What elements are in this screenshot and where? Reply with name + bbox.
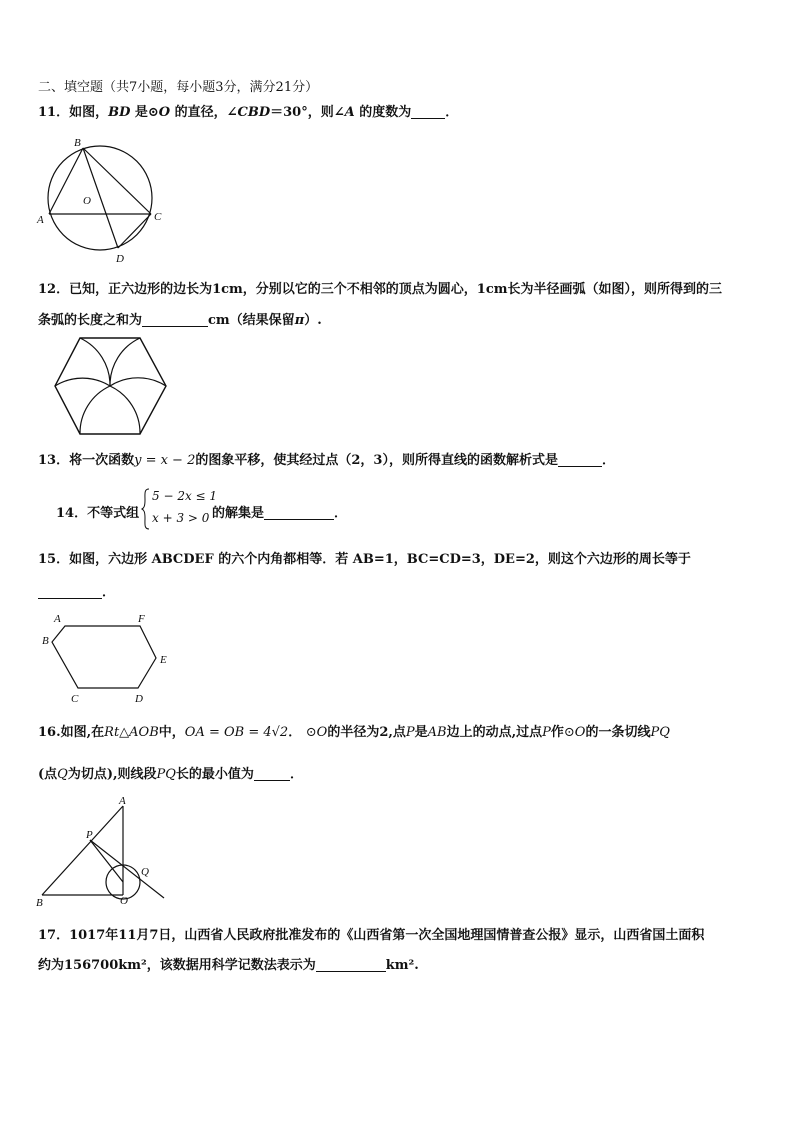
label-D: D [116,253,124,265]
figure-11-circle [36,132,176,267]
answer-blank [316,958,386,972]
question-11: 11．如图，BD 是⊙O 的直径，∠CBD＝30°，则∠A 的度数为 ． [38,105,459,120]
label-A: A [119,795,126,807]
inequality-1: 5 − 2x ≤ 1 [152,489,218,503]
question-15-line2: ． [38,584,115,602]
question-16-line1: 16.如图,在Rt△AOB中，OA = OB = 4√2． ⊙O的半径为2,点P是AB边上的动点,过点P作⊙O的一条切线PQ [38,725,670,740]
question-13: 13．将一次函数y = x − 2的图象平移，使其经过点（2，3），则所得直线的函数解析式是 ． [38,453,615,468]
question-17-line1: 17．1017年11月7日，山西省人民政府批准发布的《山西省第一次全国地理国情普查公报》显示，山西省国土面积 [38,928,705,943]
answer-blank [142,313,208,327]
figure-12-hexagon [50,334,180,444]
question-12-line2: 条弧的长度之和为 cm（结果保留π）. [38,313,322,328]
question-17-line2: 约为156700km²，该数据用科学记数法表示为 km². [38,958,419,973]
label-B: B [36,897,43,909]
question-14: 14．不等式组 [56,506,140,521]
label-F: F [138,613,145,625]
label-A: A [37,214,44,226]
label-P: P [86,829,93,841]
answer-blank [254,767,290,781]
figure-15-hexagon [40,612,180,707]
figure-16-triangle [36,792,176,912]
label-A: A [54,613,61,625]
label-O: O [83,195,91,207]
label-Q: Q [141,866,149,878]
answer-blank [264,506,334,520]
label-B: B [74,137,81,149]
section-heading: 二、填空题（共7小题，每小题3分，满分21分） [38,80,319,95]
label-O: O [120,895,128,907]
question-12-line1: 12．已知，正六边形的边长为1cm，分别以它的三个不相邻的顶点为圆心，1cm长为半径画弧（如图），则所得到的三 [38,282,723,297]
inequality-2: x + 3 > 0 [152,511,210,525]
question-14-tail: 的解集是 ． [212,506,348,521]
label-E: E [160,654,167,666]
label-D: D [135,693,143,705]
answer-blank [38,585,102,599]
question-15-line1: 15．如图，六边形 ABCDEF 的六个内角都相等．若 AB=1，BC=CD=3，DE=2，则这个六边形的周长等于 [38,552,691,567]
answer-blank [411,105,445,119]
label-C: C [154,211,162,223]
answer-blank [558,453,602,467]
system-brace [141,488,151,530]
question-16-line2: (点Q为切点),则线段PQ长的最小值为 ． [38,767,303,782]
label-B: B [42,635,49,647]
label-C: C [71,693,79,705]
